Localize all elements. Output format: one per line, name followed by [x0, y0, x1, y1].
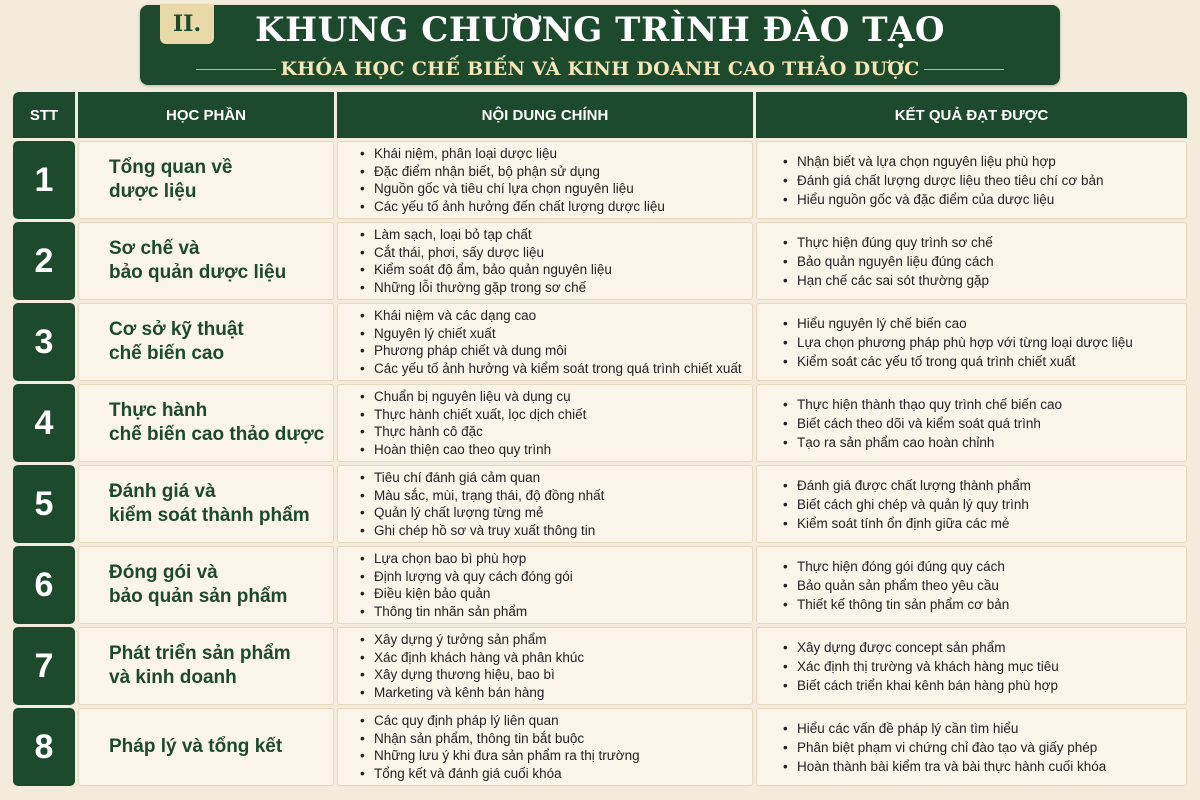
table-body [13, 141, 1187, 786]
module-name-line: Tổng quan về [109, 157, 233, 178]
content-bullet-item: • Nguồn gốc và tiêu chí lựa chọn nguyên liệu [360, 180, 752, 198]
content-bullet-item: • Ghi chép hồ sơ và truy xuất thông tin [360, 522, 752, 540]
outcome-bullet-item: • Nhận biết và lựa chọn nguyên liệu phù hợp [783, 152, 1186, 171]
table-row [13, 546, 1187, 624]
main-content-cell [337, 303, 753, 381]
column-header-ket-qua: KẾT QUẢ ĐẠT ĐƯỢC [756, 92, 1187, 138]
module-name-line: Pháp lý và tổng kết [109, 736, 283, 757]
content-bullet-item: • Đặc điểm nhận biết, bộ phận sử dụng [360, 163, 752, 181]
outcome-bullet-item: • Bảo quản nguyên liệu đúng cách [783, 252, 1186, 271]
main-content-cell [337, 141, 753, 219]
outcome-bullet-item: • Xác định thị trường và khách hàng mục tiêu [783, 657, 1186, 676]
content-bullet-item: • Chuẩn bị nguyên liệu và dụng cụ [360, 388, 752, 406]
column-header-hoc-phan: HỌC PHẦN [78, 92, 334, 138]
outcome-bullet-item: • Phân biệt phạm vi chứng chỉ đào tạo và giấy phép [783, 738, 1186, 757]
outcome-bullet-item: • Tạo ra sản phẩm cao hoàn chỉnh [783, 433, 1186, 452]
content-bullet-item: • Các yếu tố ảnh hưởng và kiểm soát trong quá trình chiết xuất [360, 360, 752, 378]
table-header-row [13, 92, 1187, 138]
main-content-cell [337, 627, 753, 705]
content-bullet-item: • Xây dựng ý tưởng sản phẩm [360, 631, 752, 649]
column-header-stt: STT [13, 92, 75, 138]
page-subtitle: KHÓA HỌC CHẾ BIẾN VÀ KINH DOANH CAO THẢO DƯỢC [280, 58, 920, 80]
table-row [13, 708, 1187, 786]
outcome-cell [756, 546, 1187, 624]
row-number: 2 [13, 222, 75, 300]
content-bullet-item: • Điều kiện bảo quản [360, 585, 752, 603]
content-bullet-item: • Khái niệm và các dạng cao [360, 307, 752, 325]
outcome-cell [756, 465, 1187, 543]
content-bullet-item: • Thông tin nhãn sản phẩm [360, 603, 752, 621]
row-number: 8 [13, 708, 75, 786]
content-bullet-item: • Màu sắc, mùi, trạng thái, độ đồng nhất [360, 487, 752, 505]
module-name-line: bảo quản sản phẩm [109, 586, 288, 607]
table-row [13, 384, 1187, 462]
outcome-bullet-item: • Biết cách theo dõi và kiểm soát quá trình [783, 414, 1186, 433]
module-name-line: Phát triển sản phẩm [109, 643, 291, 664]
module-name-cell [78, 627, 334, 705]
curriculum-table [13, 92, 1187, 786]
outcome-bullet-item: • Kiểm soát các yếu tố trong quá trình chiết xuất [783, 352, 1186, 371]
module-name-line: và kinh doanh [109, 667, 237, 688]
module-name-line: kiểm soát thành phẩm [109, 505, 310, 526]
module-name-cell [78, 465, 334, 543]
main-content-cell [337, 708, 753, 786]
module-name-cell [78, 384, 334, 462]
module-name-cell [78, 546, 334, 624]
content-bullet-item: • Những lỗi thường gặp trong sơ chế [360, 279, 752, 297]
outcome-cell [756, 303, 1187, 381]
content-bullet-item: • Làm sạch, loại bỏ tạp chất [360, 226, 752, 244]
table-row [13, 303, 1187, 381]
module-name-line: Đóng gói và [109, 562, 218, 583]
content-bullet-item: • Khái niệm, phân loại dược liệu [360, 145, 752, 163]
content-bullet-item: • Nguyên lý chiết xuất [360, 325, 752, 343]
content-bullet-item: • Thực hành chiết xuất, lọc dịch chiết [360, 406, 752, 424]
row-number: 5 [13, 465, 75, 543]
module-name-cell [78, 141, 334, 219]
module-name-line: bảo quản dược liệu [109, 262, 287, 283]
content-bullet-item: • Marketing và kênh bán hàng [360, 684, 752, 702]
content-bullet-item: • Nhận sản phẩm, thông tin bắt buộc [360, 730, 752, 748]
content-bullet-item: • Các yếu tố ảnh hưởng đến chất lượng dược liệu [360, 198, 752, 216]
content-bullet-item: • Kiểm soát độ ẩm, bảo quản nguyên liệu [360, 261, 752, 279]
content-bullet-item: • Quản lý chất lượng từng mẻ [360, 504, 752, 522]
table-row [13, 627, 1187, 705]
outcome-bullet-item: • Thực hiện đúng quy trình sơ chế [783, 233, 1186, 252]
outcome-bullet-item: • Biết cách ghi chép và quản lý quy trình [783, 495, 1186, 514]
table-row [13, 465, 1187, 543]
row-number: 6 [13, 546, 75, 624]
outcome-bullet-item: • Xây dựng được concept sản phẩm [783, 638, 1186, 657]
row-number: 7 [13, 627, 75, 705]
module-name-line: Đánh giá và [109, 481, 216, 502]
outcome-cell [756, 708, 1187, 786]
module-name-line: Cơ sở kỹ thuật [109, 319, 244, 340]
module-name-line: dược liệu [109, 181, 197, 202]
module-name-line: Sơ chế và [109, 238, 200, 259]
outcome-bullet-item: • Thiết kế thông tin sản phẩm cơ bản [783, 595, 1186, 614]
module-name-cell [78, 708, 334, 786]
content-bullet-item: • Những lưu ý khi đưa sản phẩm ra thị trường [360, 747, 752, 765]
main-content-cell [337, 222, 753, 300]
content-bullet-item: • Lựa chọn bao bì phù hợp [360, 550, 752, 568]
page-title: KHUNG CHƯƠNG TRÌNH ĐÀO TẠO [254, 10, 946, 50]
outcome-bullet-item: • Thực hiện đóng gói đúng quy cách [783, 557, 1186, 576]
content-bullet-item: • Thực hành cô đặc [360, 423, 752, 441]
module-name-line: Thực hành [109, 400, 208, 421]
outcome-bullet-item: • Hiểu nguồn gốc và đặc điểm của dược liệu [783, 190, 1186, 209]
outcome-bullet-item: • Hạn chế các sai sót thường gặp [783, 271, 1186, 290]
content-bullet-item: • Định lượng và quy cách đóng gói [360, 568, 752, 586]
content-bullet-item: • Xác định khách hàng và phân khúc [360, 649, 752, 667]
outcome-bullet-item: • Biết cách triển khai kênh bán hàng phù hợp [783, 676, 1186, 695]
column-header-noi-dung: NỘI DUNG CHÍNH [337, 92, 753, 138]
table-row [13, 222, 1187, 300]
outcome-bullet-item: • Hoàn thành bài kiểm tra và bài thực hành cuối khóa [783, 757, 1186, 776]
content-bullet-item: • Phương pháp chiết và dung môi [360, 342, 752, 360]
content-bullet-item: • Các quy định pháp lý liên quan [360, 712, 752, 730]
decorative-line-right [924, 69, 1004, 70]
content-bullet-item: • Xây dựng thương hiệu, bao bì [360, 666, 752, 684]
outcome-cell [756, 222, 1187, 300]
content-bullet-item: • Tiêu chí đánh giá cảm quan [360, 469, 752, 487]
outcome-cell [756, 627, 1187, 705]
module-name-line: chế biến cao thảo dược [109, 424, 325, 445]
outcome-cell [756, 141, 1187, 219]
outcome-cell [756, 384, 1187, 462]
content-bullet-item: • Cắt thái, phơi, sấy dược liệu [360, 244, 752, 262]
outcome-bullet-item: • Đánh giá chất lượng dược liệu theo tiêu chí cơ bản [783, 171, 1186, 190]
outcome-bullet-item: • Hiểu nguyên lý chế biến cao [783, 314, 1186, 333]
module-name-line: chế biến cao [109, 343, 225, 364]
module-name-cell [78, 303, 334, 381]
content-bullet-item: • Tổng kết và đánh giá cuối khóa [360, 765, 752, 783]
content-bullet-item: • Hoàn thiện cao theo quy trình [360, 441, 752, 459]
table-row [13, 141, 1187, 219]
row-number: 1 [13, 141, 75, 219]
outcome-bullet-item: • Hiểu các vấn đề pháp lý cần tìm hiểu [783, 719, 1186, 738]
section-number-badge: II. [160, 4, 214, 44]
outcome-bullet-item: • Thực hiện thành thạo quy trình chế biến cao [783, 395, 1186, 414]
main-content-cell [337, 465, 753, 543]
outcome-bullet-item: • Bảo quản sản phẩm theo yêu cầu [783, 576, 1186, 595]
row-number: 3 [13, 303, 75, 381]
main-content-cell [337, 546, 753, 624]
outcome-bullet-item: • Đánh giá được chất lượng thành phẩm [783, 476, 1186, 495]
outcome-bullet-item: • Kiểm soát tính ổn định giữa các mẻ [783, 514, 1186, 533]
row-number: 4 [13, 384, 75, 462]
module-name-cell [78, 222, 334, 300]
main-content-cell [337, 384, 753, 462]
outcome-bullet-item: • Lựa chọn phương pháp phù hợp với từng loại dược liệu [783, 333, 1186, 352]
